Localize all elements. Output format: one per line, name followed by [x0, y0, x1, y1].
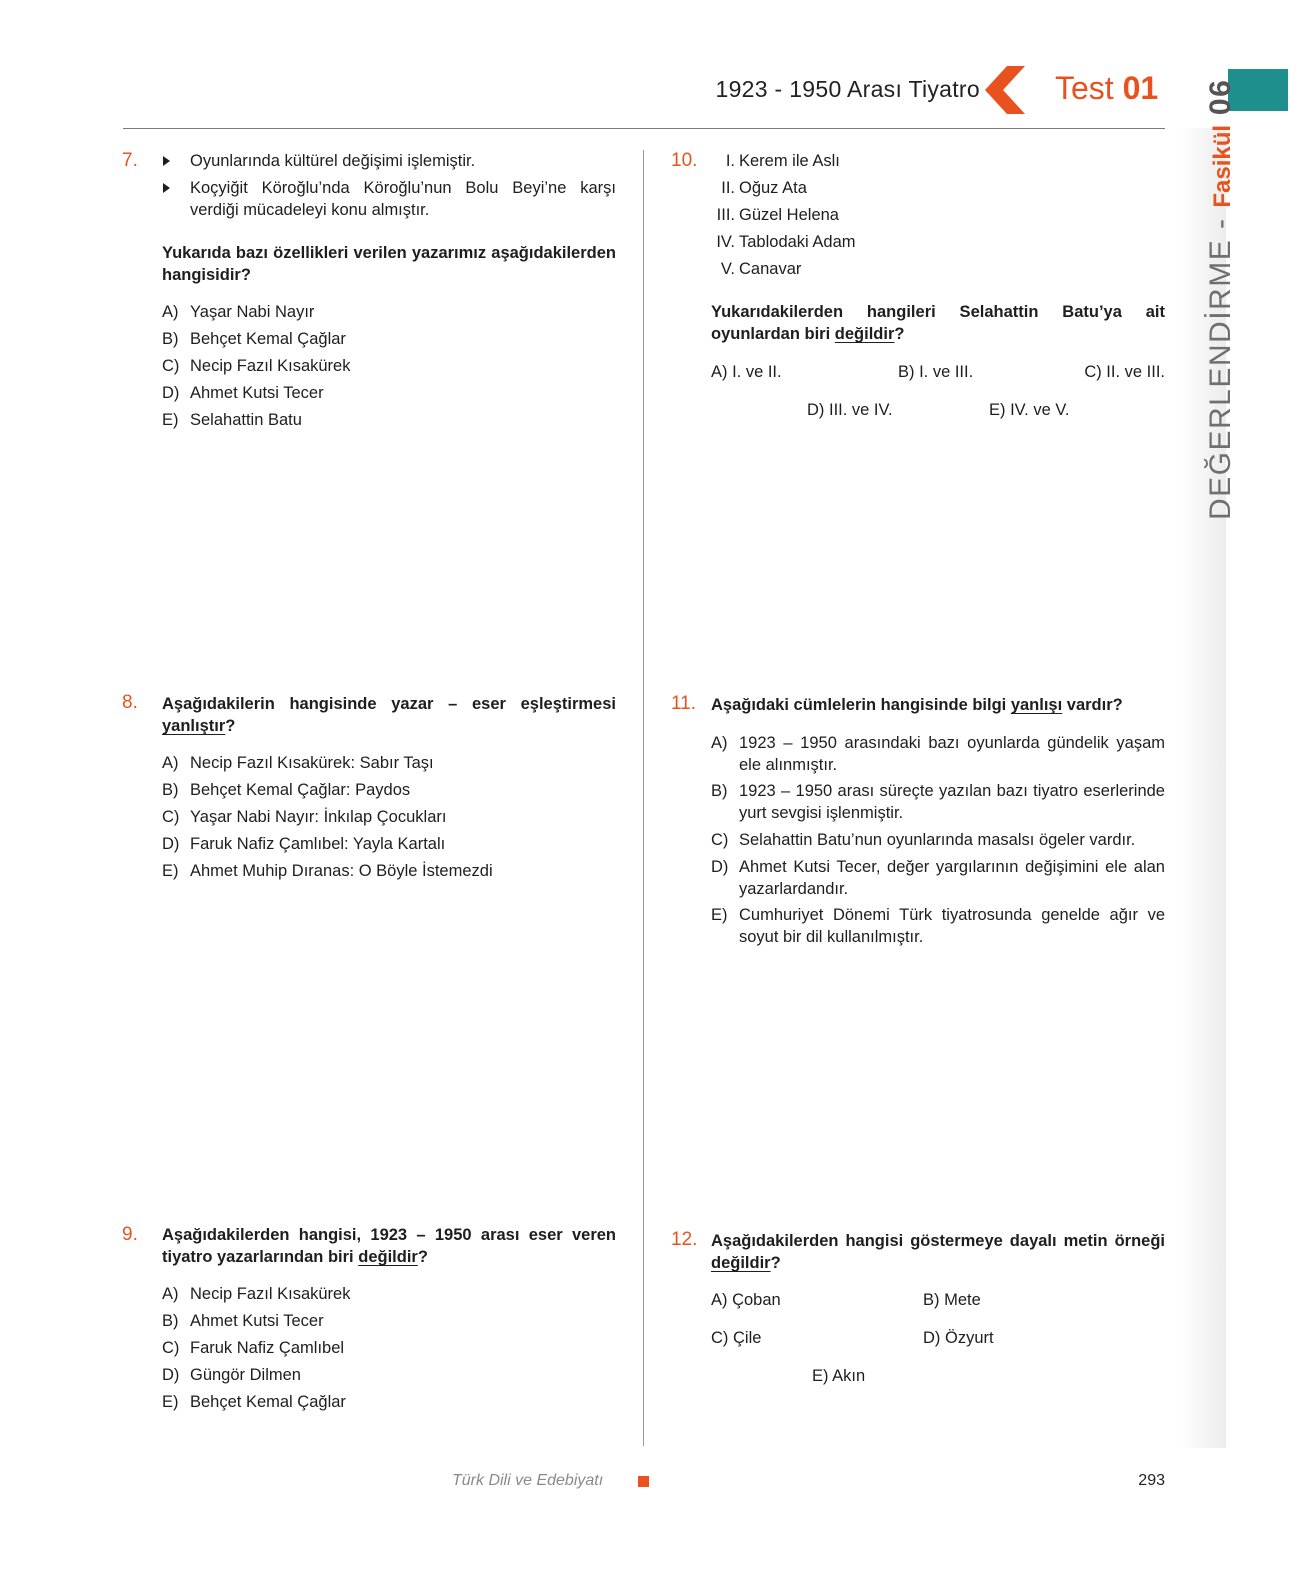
option: A) Çoban	[711, 1291, 781, 1309]
option-letter: C)	[711, 831, 729, 849]
question-stem	[162, 1224, 616, 1268]
option-text: Ahmet Kutsi Tecer	[190, 1312, 324, 1330]
option-letter: D)	[162, 1366, 180, 1384]
option: A) I. ve II.	[711, 363, 782, 381]
option-text: Behçet Kemal Çağlar: Paydos	[190, 781, 411, 799]
book-title: Türk Dili ve Edebiyatı	[452, 1472, 604, 1489]
bullet-text: Oyunlarında kültürel değişimi işlemiştir.	[190, 152, 476, 170]
stem-text: Aşağıdakilerden hangisi, 1923 – 1950 arası eser veren tiyatro yazarlarından biri	[162, 1226, 616, 1266]
item-text: Oğuz Ata	[739, 179, 807, 197]
option-letter: A)	[162, 303, 179, 321]
test-title	[1055, 70, 1158, 107]
option-letter: B)	[162, 781, 179, 799]
option: B) I. ve III.	[898, 363, 974, 381]
bullet-triangle-icon	[163, 156, 170, 166]
stem-end: ?	[770, 1254, 781, 1272]
option: B) Mete	[923, 1291, 981, 1309]
option-letter: B)	[162, 330, 179, 348]
option-letter: E)	[162, 862, 179, 880]
item-text: Kerem ile Aslı	[739, 152, 840, 170]
bullet-triangle-icon	[163, 183, 170, 193]
option-text: Behçet Kemal Çağlar	[190, 330, 346, 348]
stem-text: Yukarıdakilerden hangileri Selahattin Batu’ya ait oyunlardan biri	[711, 303, 1165, 343]
column-divider	[643, 150, 644, 1446]
option-letter: E)	[711, 906, 728, 924]
option-text: Yaşar Nabi Nayır: İnkılap Çocukları	[190, 808, 447, 826]
stem-end: ?	[894, 325, 905, 343]
stem-end: vardır?	[1062, 696, 1123, 714]
side-label-text: DEĞERLENDİRME	[1204, 238, 1237, 520]
stem-text: Aşağıdakilerden hangisi göstermeye dayalı metin örneği	[711, 1232, 1165, 1250]
option-letter: E)	[162, 1393, 179, 1411]
roman-numeral: III.	[716, 206, 735, 224]
fasikul-logo: Fasikül	[1209, 124, 1236, 208]
option-text: Necip Fazıl Kısakürek: Sabır Taşı	[190, 754, 434, 772]
option: E) IV. ve V.	[989, 401, 1070, 419]
page-number: 293	[1138, 1472, 1165, 1489]
bullet-text: Koçyiğit Köroğlu’nda Köroğlu’nun Bolu Beyi’ne karşı verdiği mücadeleyi konu almıştır.	[190, 179, 616, 219]
option-text: Necip Fazıl Kısakürek	[190, 1285, 351, 1303]
stem-underlined: değildir	[711, 1254, 771, 1272]
roman-numeral: II.	[721, 179, 735, 197]
page-topic: 1923 - 1950 Arası Tiyatro	[715, 76, 980, 102]
fasikul-number: 06	[1204, 78, 1237, 116]
option-letter: B)	[162, 1312, 179, 1330]
question-number: 9.	[122, 1224, 138, 1245]
item-text: Güzel Helena	[739, 206, 839, 224]
option: C) II. ve III.	[1084, 363, 1165, 381]
option-text: Selahattin Batu’nun oyunlarında masalsı ögeler vardır.	[739, 831, 1136, 849]
stem-end: ?	[417, 1248, 428, 1266]
question-number: 10.	[671, 150, 698, 171]
option-letter: C)	[162, 357, 180, 375]
option: C) Çile	[711, 1329, 762, 1347]
item-text: Canavar	[739, 260, 802, 278]
option-text: Behçet Kemal Çağlar	[190, 1393, 346, 1411]
option-text: Yaşar Nabi Nayır	[190, 303, 315, 321]
option-text: Ahmet Kutsi Tecer, değer yargılarının değişimini ele alan yazarlardandır.	[739, 858, 1165, 898]
question-stem	[711, 694, 1165, 716]
option-text: Faruk Nafiz Çamlıbel	[190, 1339, 345, 1357]
option-text: Ahmet Kutsi Tecer	[190, 384, 324, 402]
stem-underlined: yanlışı	[1010, 696, 1063, 714]
option-letter: E)	[162, 411, 179, 429]
option-text: Necip Fazıl Kısakürek	[190, 357, 351, 375]
header-rule	[123, 128, 1165, 129]
stem-underlined: değildir	[834, 325, 895, 343]
option-text: 1923 – 1950 arası süreçte yazılan bazı tiyatro eserlerinde yurt sevgisi işlenmiştir.	[739, 782, 1165, 822]
question-number: 12.	[671, 1229, 698, 1250]
test-label: Test	[1055, 70, 1114, 106]
chevron-left-icon	[985, 66, 1029, 114]
question-number: 8.	[122, 692, 138, 713]
footer-square-icon	[638, 1476, 649, 1487]
item-text: Tablodaki Adam	[739, 233, 856, 251]
option-text: Cumhuriyet Dönemi Türk tiyatrosunda genelde ağır ve soyut bir dil kullanılmıştır.	[739, 906, 1165, 946]
roman-numeral: I.	[725, 152, 735, 170]
option-text: Güngör Dilmen	[190, 1366, 301, 1384]
option-letter: D)	[162, 384, 180, 402]
question-number: 7.	[122, 150, 138, 171]
roman-numeral: V.	[720, 260, 735, 278]
roman-numeral: IV.	[716, 233, 735, 251]
option-letter: D)	[162, 835, 180, 853]
option-text: Ahmet Muhip Dıranas: O Böyle İstemezdi	[190, 862, 493, 880]
option-letter: C)	[162, 1339, 180, 1357]
side-label	[1204, 79, 1238, 520]
side-label-dash: -	[1204, 207, 1237, 239]
stem-underlined: değildir	[358, 1248, 418, 1266]
option-letter: A)	[711, 734, 728, 752]
question-stem	[162, 693, 616, 737]
option-letter: C)	[162, 808, 180, 826]
option-text: 1923 – 1950 arasındaki bazı oyunlarda gündelik yaşam ele alınmıştır.	[739, 734, 1165, 774]
stem-text: Aşağıdakilerin hangisinde yazar – eser eşleştirmesi	[162, 695, 616, 713]
stem-underlined: yanlıştır	[162, 717, 226, 735]
stem-text: Aşağıdaki cümlelerin hangisinde bilgi	[711, 696, 1011, 714]
question-stem	[711, 301, 1165, 345]
question-number: 11.	[671, 693, 697, 714]
question-stem: Yukarıda bazı özellikleri verilen yazarımız aşağıdakilerden hangisidir?	[162, 244, 616, 284]
option-letter: A)	[162, 754, 179, 772]
question-stem	[711, 1230, 1165, 1274]
option: D) III. ve IV.	[807, 401, 893, 419]
option: D) Özyurt	[923, 1329, 994, 1347]
option-text: Selahattin Batu	[190, 411, 302, 429]
option-letter: A)	[162, 1285, 179, 1303]
option-text: Faruk Nafiz Çamlıbel: Yayla Kartalı	[190, 835, 446, 853]
option: E) Akın	[812, 1367, 866, 1385]
stem-end: ?	[225, 717, 236, 735]
test-number: 01	[1122, 70, 1159, 106]
option-letter: D)	[711, 858, 729, 876]
option-letter: B)	[711, 782, 728, 800]
